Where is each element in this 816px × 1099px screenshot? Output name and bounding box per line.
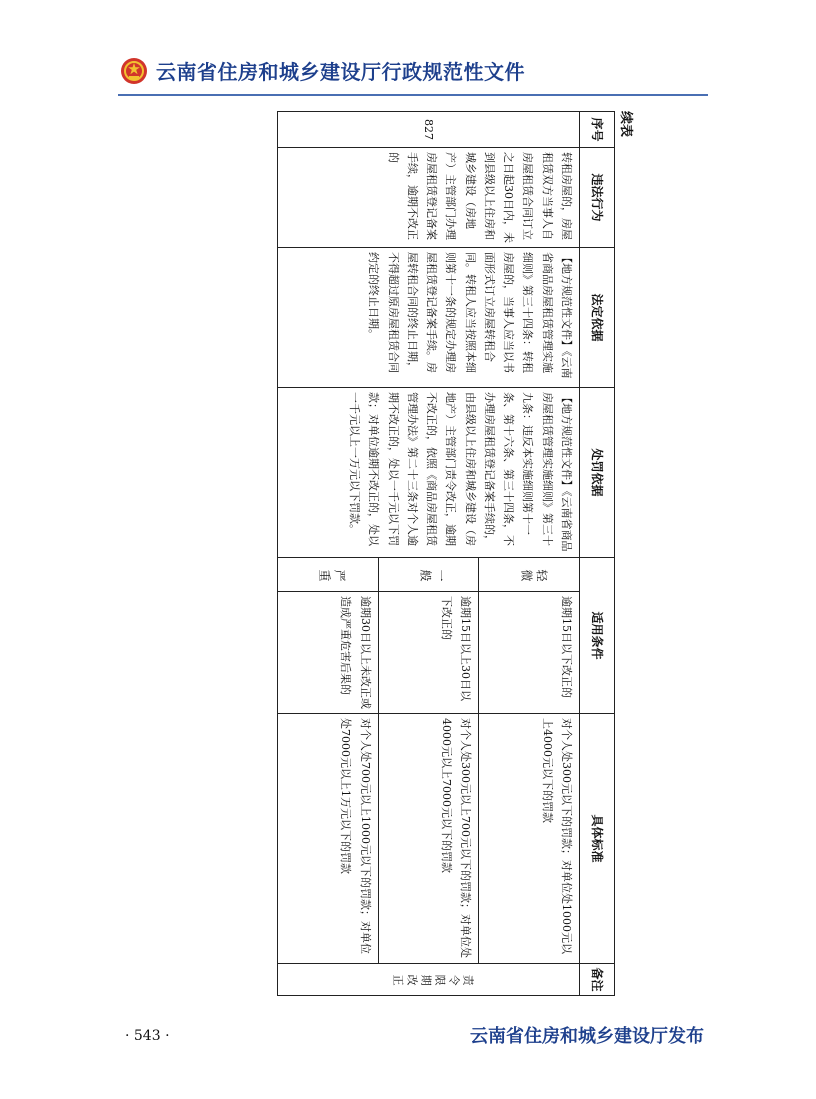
condition-minor: 逾期15日以下改正的 [479,592,580,714]
header-legal-basis: 法定依据 [580,248,615,388]
header-remark: 备注 [580,964,615,996]
header-divider [118,94,708,96]
row-behavior: 转租房屋的，房屋租赁双方当事人自房屋租赁合同订立之日起30日内，未到县级以上住房和城乡建设（房地产）主管部门办理房屋租赁登记备案手续，逾期不改正的 [278,148,580,248]
standard-serious: 对个人处700元以上1000元以下的罚款；对单位处7000元以上1万元以下的罚款 [278,714,379,964]
table-row [479,112,580,996]
row-penalty-basis: 【地方规范性文件】《云南省商品房屋租赁管理实施细则》第三十九条：违反本实施细则第十一条、第十六条、第三十四条，不办理房屋租赁登记备案手续的，由县级以上住房和城乡建设（房地产）主管部门责令改正，逾期不改正的，依照《商品房屋租赁管理办法》第二十三条对个人逾期不改正的，处以一千元以下罚款；对单位逾期不改正的，处以一千元以上一万元以下罚款。 [278,388,580,558]
page-number: · 543 · [125,1028,170,1044]
header-behavior: 违法行为 [580,148,615,248]
level-general: 一般 [378,558,479,592]
condition-serious: 逾期30日以上未改正或造成严重危害后果的 [278,592,379,714]
header-standard: 具体标准 [580,714,615,964]
national-emblem-icon [120,57,148,85]
publisher-label: 云南省住房和城乡建设厅发布 [470,1026,704,1047]
continued-label: 续表 [618,111,633,138]
level-serious: 严重 [278,558,379,592]
header-seq: 序号 [580,112,615,148]
table-header-row [580,112,615,996]
rotated-table-container [277,111,633,995]
standard-general: 对个人处300元以上700元以下的罚款；对单位处4000元以上7000元以下的罚款 [378,714,479,964]
document-series-title: 云南省住房和城乡建设厅行政规范性文件 [156,60,525,84]
row-legal-basis: 【地方规范性文件】《云南省商品房屋租赁管理实施细则》第三十四条：转租房屋的，当事人应当以书面形式订立房屋转租合同。转租人应当按照本细则第十一条的规定办理房屋租赁登记备案手续。房屋转租合同的终止日期，不得超过原房屋租赁合同约定的终止日期。 [278,248,580,388]
header-condition: 适用条件 [580,558,615,714]
level-minor: 轻微 [479,558,580,592]
header-penalty-basis: 处罚依据 [580,388,615,558]
condition-general: 逾期15日以上30日以下改正的 [378,592,479,714]
row-remark: 责令限期改正 [278,964,580,996]
standard-minor: 对个人处300元以下的罚款；对单位处1000元以上4000元以下的罚款 [479,714,580,964]
row-seq: 827 [278,112,580,148]
document-header [120,56,525,85]
penalty-standard-table [277,111,615,996]
